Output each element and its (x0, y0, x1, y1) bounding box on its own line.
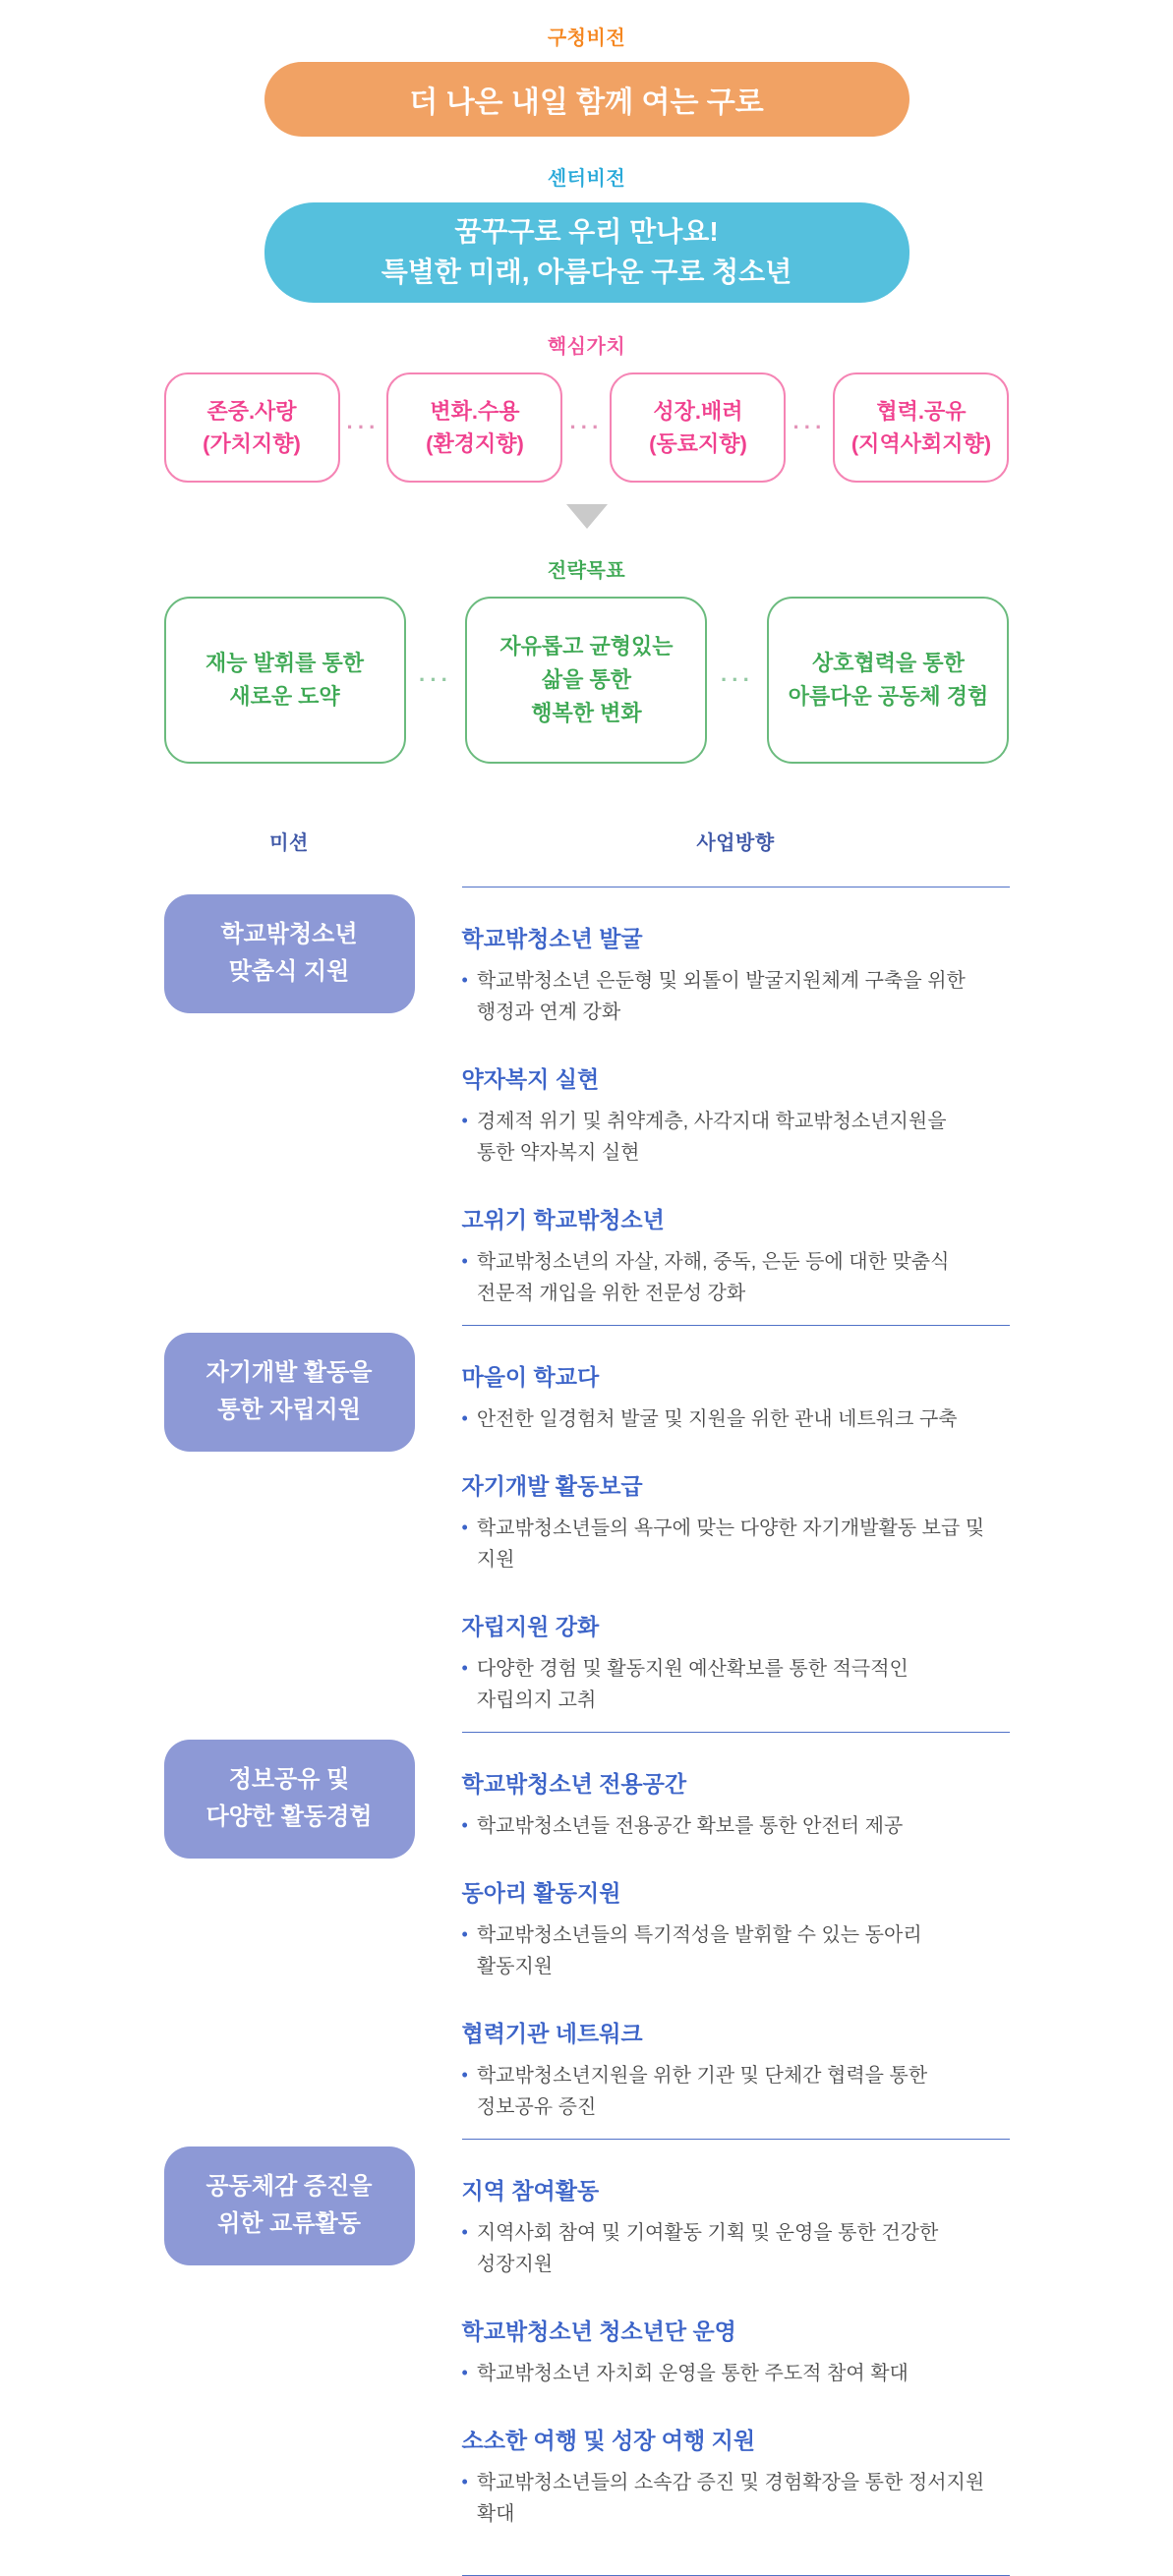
program-title: 소소한 여행 및 성장 여행 지원 (461, 2428, 756, 2453)
gu-vision-label: 구청비전 (547, 28, 626, 49)
mission-card-line: 통한 자립지원 (217, 1397, 361, 1424)
bullet-text: 학교밖청소년들의 욕구에 맞는 다양한 자기개발활동 보급 및 지원 (476, 1517, 985, 1571)
bullet-text: 학교밖청소년지원을 위한 기관 및 단체간 협력을 통한 정보공유 증진 (476, 2065, 928, 2118)
program-item (462, 1766, 1010, 1842)
mission-card-line: 맞춤식 지원 (228, 958, 350, 986)
program-title: 동아리 활동지원 (461, 1880, 621, 1906)
bullet-dot-icon: • (461, 2065, 468, 2085)
strategy-goal-card (767, 597, 1009, 764)
program-item (462, 1061, 1010, 1169)
program-title: 지역 참여활동 (461, 2178, 600, 2204)
core-value-subtitle: (가치지향) (203, 431, 301, 456)
goal-line: 아름다운 공동체 경험 (788, 684, 989, 709)
mission-card-line: 학교밖청소년 (220, 921, 358, 947)
gu-vision-text: 더 나은 내일 함께 여는 구로 (409, 86, 764, 119)
bullet-dot-icon: • (461, 1517, 468, 1537)
core-values-label: 핵심가치 (547, 336, 626, 358)
center-vision-banner (264, 202, 909, 303)
program-bullet (462, 1106, 1010, 1169)
bullet-text: 학교밖청소년들 전용공간 확보를 통한 안전터 제공 (476, 1815, 904, 1837)
program-title: 학교밖청소년 발굴 (461, 926, 643, 951)
program-bullet (462, 1919, 1010, 1982)
dots-separator: ··· (569, 415, 604, 439)
mission-card-line: 공동체감 증진을 (205, 2173, 373, 2200)
core-value-title: 존중.사랑 (206, 399, 297, 424)
core-value-card (833, 372, 1009, 483)
dots-separator: ··· (346, 415, 381, 439)
program-item (462, 2423, 1010, 2530)
bullet-dot-icon: • (461, 1408, 468, 1428)
program-item (462, 1468, 1010, 1575)
strategy-label: 전략목표 (547, 560, 626, 582)
center-vision-line1: 꿈꾸구로 우리 만나요! (454, 216, 719, 248)
mission-card-wrap (164, 1325, 415, 1732)
mission-card (164, 1333, 415, 1452)
bullet-dot-icon: • (461, 2472, 468, 2491)
program-title: 협력기관 네트워크 (461, 2021, 643, 2046)
bullet-dot-icon: • (461, 2363, 468, 2382)
mission-row (164, 1325, 1010, 1732)
bullet-text: 학교밖청소년 은둔형 및 외톨이 발굴지원체계 구축을 위한 행정과 연계 강화 (476, 970, 966, 1023)
goal-line: 재능 발휘를 통한 (205, 650, 364, 675)
program-bullet (462, 965, 1010, 1028)
down-arrow-icon (566, 504, 608, 529)
bullet-text: 학교밖청소년들의 특기적성을 발휘할 수 있는 동아리 활동지원 (476, 1924, 922, 1977)
program-item (462, 2016, 1010, 2123)
bullet-dot-icon: • (461, 1658, 468, 1678)
core-value-title: 협력.공유 (876, 399, 967, 424)
mission-card-wrap (164, 887, 415, 1325)
dots-separator: ··· (419, 667, 452, 692)
program-bullet (462, 2217, 1010, 2280)
programs-list (462, 2139, 1010, 2576)
bullet-dot-icon: • (461, 1111, 468, 1130)
core-value-subtitle: (환경지향) (426, 431, 524, 456)
core-value-title: 성장.배려 (653, 399, 743, 424)
core-value-subtitle: (지역사회지향) (850, 431, 992, 456)
mission-card (164, 1740, 415, 1859)
goal-line: 새로운 도약 (229, 684, 340, 709)
bullet-dot-icon: • (461, 1924, 468, 1944)
mission-card-line: 자기개발 활동을 (205, 1359, 373, 1386)
program-item (462, 1875, 1010, 1982)
center-vision-line2: 특별한 미래, 아름다운 구로 청소년 (381, 257, 792, 287)
bullet-dot-icon: • (461, 2222, 468, 2242)
program-title: 자기개발 활동보급 (461, 1473, 643, 1499)
direction-header: 사업방향 (696, 832, 775, 854)
bullet-text: 안전한 일경험처 발굴 및 지원을 위한 관내 네트워크 구축 (476, 1408, 958, 1430)
program-title: 약자복지 실현 (461, 1066, 600, 1092)
strategy-goal-card (465, 597, 707, 764)
mission-card-wrap (164, 2139, 415, 2576)
dots-separator: ··· (720, 667, 754, 692)
mission-card-line: 정보공유 및 (228, 1766, 350, 1793)
mission-card-wrap (164, 1732, 415, 2139)
goal-line: 상호협력을 통한 (812, 650, 965, 675)
programs-list (462, 1732, 1010, 2139)
program-title: 학교밖청소년 청소년단 운영 (461, 2318, 736, 2344)
strategy-goal-card (164, 597, 406, 764)
core-value-card (610, 372, 786, 483)
goal-line: 자유롭고 균형있는 (499, 633, 674, 658)
mission-card-line: 위한 교류활동 (217, 2210, 361, 2238)
mission-card (164, 2147, 415, 2265)
goal-line: 행복한 변화 (531, 701, 642, 726)
program-bullet (462, 1403, 1010, 1435)
mission-card-line: 다양한 활동경험 (205, 1803, 373, 1831)
bullet-text: 학교밖청소년들의 소속감 증진 및 경험확장을 통한 정서지원 확대 (476, 2472, 985, 2525)
program-item (462, 1609, 1010, 1716)
bullet-dot-icon: • (461, 970, 468, 990)
goal-line: 삶을 통한 (541, 666, 632, 692)
vision-infographic (164, 0, 1010, 2576)
bullet-text: 경제적 위기 및 취약계층, 사각지대 학교밖청소년지원을 통한 약자복지 실현 (476, 1111, 947, 1164)
mission-row (164, 1732, 1010, 2139)
program-item (462, 921, 1010, 1028)
program-title: 고위기 학교밖청소년 (461, 1207, 665, 1232)
program-title: 자립지원 강화 (461, 1614, 600, 1639)
core-value-card (386, 372, 562, 483)
bullet-text: 다양한 경험 및 활동지원 예산확보를 통한 적극적인 자립의지 고취 (476, 1658, 909, 1711)
program-bullet (462, 1246, 1010, 1309)
center-vision-label: 센터비전 (547, 168, 626, 190)
program-item (462, 2314, 1010, 2389)
mission-direction-headers (164, 827, 1010, 855)
mission-header: 미션 (269, 832, 309, 854)
mission-row (164, 887, 1010, 1325)
program-bullet (462, 2060, 1010, 2123)
core-value-card (164, 372, 340, 483)
program-title: 마을이 학교다 (461, 1364, 600, 1390)
arrow-row (164, 504, 1010, 529)
program-item (462, 1359, 1010, 1435)
bullet-text: 학교밖청소년 자치회 운영을 통한 주도적 참여 확대 (476, 2363, 909, 2384)
core-value-subtitle: (동료지향) (649, 431, 747, 456)
program-bullet (462, 1513, 1010, 1575)
core-values-row (164, 372, 1010, 483)
bullet-dot-icon: • (461, 1815, 468, 1835)
mission-card (164, 894, 415, 1013)
program-bullet (462, 1653, 1010, 1716)
bullet-text: 학교밖청소년의 자살, 자해, 중독, 은둔 등에 대한 맞춤식 전문적 개입을 위한 전문성 강화 (476, 1251, 950, 1304)
program-title: 학교밖청소년 전용공간 (461, 1771, 687, 1797)
strategy-goals-row (164, 597, 1010, 764)
core-value-title: 변화.수용 (430, 399, 520, 424)
program-bullet (462, 2358, 1010, 2389)
programs-list (462, 1325, 1010, 1732)
programs-list (462, 887, 1010, 1325)
program-bullet (462, 2467, 1010, 2530)
program-bullet (462, 1810, 1010, 1842)
mission-row (164, 2139, 1010, 2576)
dots-separator: ··· (792, 415, 827, 439)
program-item (462, 2173, 1010, 2280)
bullet-text: 지역사회 참여 및 기여활동 기획 및 운영을 통한 건강한 성장지원 (476, 2222, 939, 2275)
program-item (462, 1202, 1010, 1309)
gu-vision-banner (264, 62, 909, 137)
bullet-dot-icon: • (461, 1251, 468, 1271)
